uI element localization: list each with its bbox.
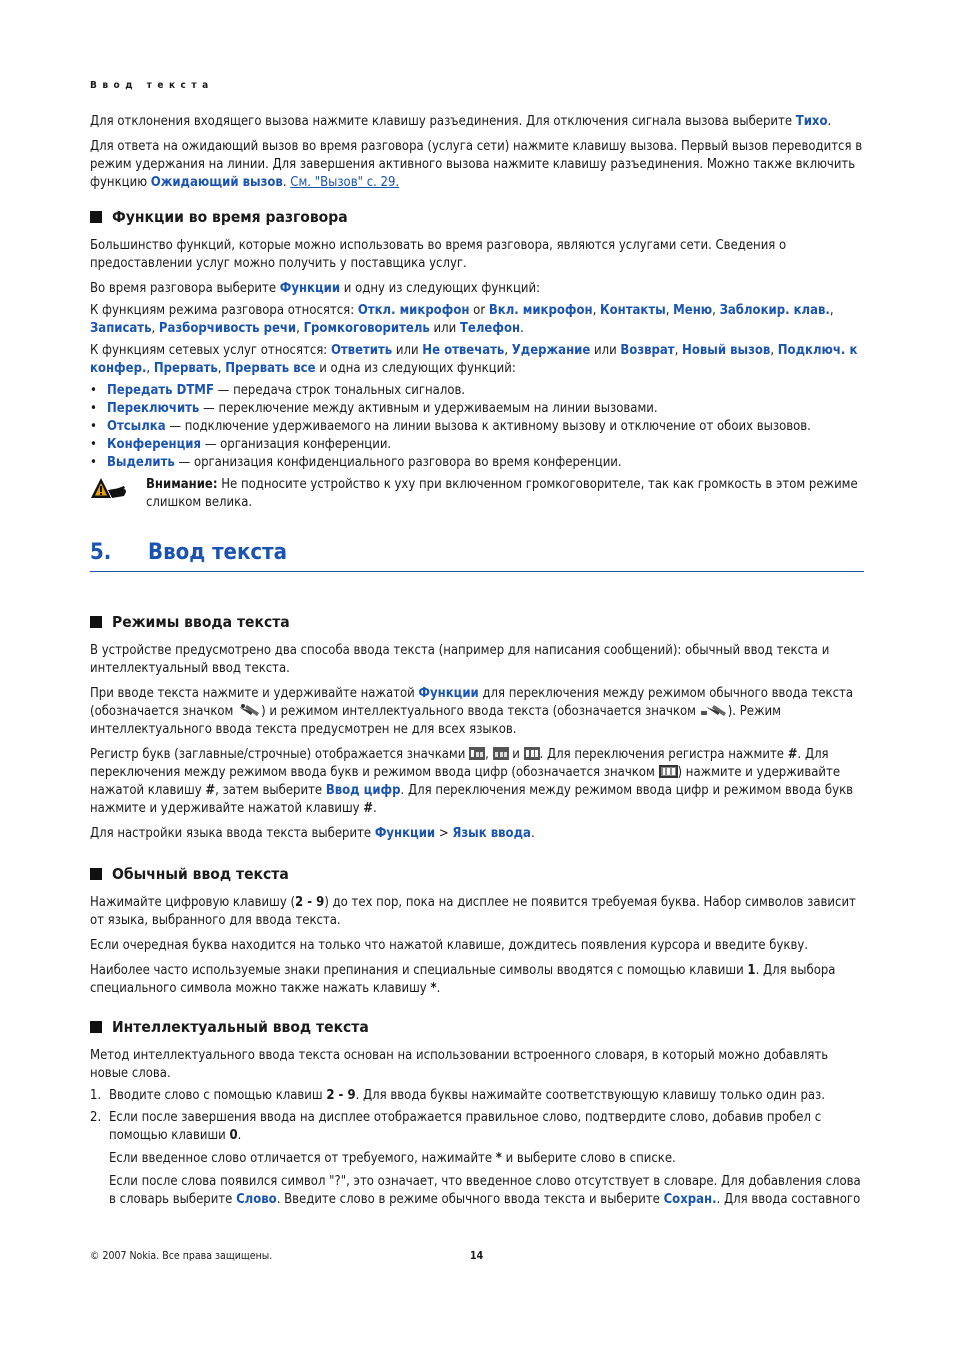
separator-text: или [392,343,423,358]
paragraph: Если очередная буква находится на только что нажатой клавише, дождитесь появления курсора и введите букву. [90,938,809,953]
paragraph: Нажимайте цифровую клавишу (2 - 9) до тех пор, пока на дисплее не появится требуемая буква. Набор символов зависит от языка, выбранного для ввода текста. [90,895,856,928]
chapter-number: 5. [90,540,112,565]
menu-option: Новый вызов [682,343,771,358]
separator-text: , [665,303,674,318]
paragraph: Во время разговора выберите Функции и одну из следующих функций: [90,281,541,296]
list-item: • Переключить — переключение между активным и удерживаемым на линии вызовами. [90,400,864,418]
paragraph: Для ответа на ожидающий вызов во время разговора (услуга сети) нажмите клавишу вызова. Первый вызов переводится в режим удержания на линии. Для завершения активного вызова нажмите клавишу разъединения. Можно также включить функцию Ожидающий вызов. См. "Вызов" с. 29. [90,139,863,190]
section-heading: Обычный ввод текста [90,864,864,884]
steps-list [90,1087,864,1209]
menu-option: Громкоговоритель [303,321,430,336]
menu-option: Вкл. микрофон [488,303,593,318]
paragraph-network-functions: К функциям сетевых услуг относятся: Ответить или Не отвечать, Удержание или Возврат, Новый вызов, Подключ. к конфер., Прервать, Прервать все и одна из следующих функций: [90,343,858,376]
menu-option: Возврат [620,343,675,358]
heading-square-icon [90,616,102,628]
separator-text: , [217,361,226,376]
menu-option: Прервать все [225,361,316,376]
uppercase-icon [524,747,540,760]
separator-text: . [520,321,524,336]
paragraph: Регистр букв (заглавные/строчные) отображается значками , и . Для переключения регистра нажмите #. Для переключения между режимом ввода букв и режимом ввода цифр (обозначается значком ) нажмите и удерживайте нажатой клавишу #, затем выберите Ввод цифр. Для переключения между режимом ввода цифр и режимом ввода букв нажмите и удерживайте нажатой клавишу #. [90,747,854,816]
separator-text: , [829,303,834,318]
list-item: • Отсылка — подключение удерживаемого на линии вызова к активному вызову и отключение от обоих вызовов. [90,418,864,436]
option-tiho: Тихо [795,114,828,129]
menu-option: Меню [673,303,713,318]
section-heading: Режимы ввода текста [90,612,864,632]
normal-input-icon [237,703,261,717]
paragraph: Для отклонения входящего вызова нажмите клавишу разъединения. Для отключения сигнала вызова выберите Тихо. [90,114,832,129]
separator-text: или [590,343,621,358]
list-item: 2. Если после завершения ввода на дисплее отображается правильное слово, подтвердите слово, добавив пробел с помощью клавиши 0. Если введенное слово отличается от требуемого, нажимайте * и выберите слово в списке. Если после слова появился символ "?", это означает, что введенное слово отсутствует в словаре. Для добавления слова в словарь выберите Слово. Введите слово в режиме обычного ввода текста и выберите Сохран.. Для ввода составного [90,1109,864,1209]
separator-text: or [469,303,489,318]
separator-text: , [712,303,720,318]
page-number: 14 [470,1250,484,1262]
function-list [90,382,864,472]
menu-option: Контакты [600,303,666,318]
numeric-mode-icon [659,765,678,778]
warning-note: Внимание: Не подносите устройство к уху при включенном громкоговорителе, так как громкость в этом режиме слишком велика. [90,476,864,512]
menu-option: Откл. микрофон [357,303,470,318]
chapter-title: Ввод текста [148,540,287,565]
section-heading: Функции во время разговора [90,207,864,227]
section-predictive-input [90,1017,864,1209]
section-heading: Интеллектуальный ввод текста [90,1017,864,1037]
list-item: 1. Вводите слово с помощью клавиш 2 - 9. Для ввода буквы нажимайте соответствующую клавишу только один раз. [90,1088,825,1103]
menu-option: Ответить [330,343,393,358]
menu-option: Разборчивость речи [158,321,297,336]
lowercase-icon [493,747,509,760]
separator-text: , [296,321,304,336]
list-item: • Передать DTMF — передача строк тональных сигналов. [90,382,864,400]
menu-option: Подключ. к конфер. [90,343,858,376]
paragraph: При вводе текста нажмите и удерживайте нажатой Функции для переключения между режимом обычного ввода текста (обозначается значком ) и режимом интеллектуального ввода текста (обозначается значком ). Режим интеллектуального ввода текста предусмотрен не для всех языков. [90,686,853,737]
warning-hand-icon [90,476,128,502]
running-header: Ввод текста [90,80,214,91]
paragraph: Если после слова появился символ "?", это означает, что введенное слово отсутствует в словаре. Для добавления слова в словарь выберите Слово. Введите слово в режиме обычного ввода текста и выберите Сохран.. Для ввода составного [109,1174,861,1207]
paragraph: Большинство функций, которые можно использовать во время разговора, являются услугами сети. Сведения о предоставлении услуг можно получить у поставщика услуг. [90,238,787,271]
heading-square-icon [90,1021,102,1033]
menu-option: Записать [90,321,152,336]
separator-text: или [429,321,460,336]
cross-reference-link[interactable]: См. "Вызов" с. 29. [290,175,400,190]
separator-text: , [770,343,778,358]
separator-text: , [592,303,601,318]
chapter-heading [90,540,864,572]
section-call-functions [90,207,864,512]
paragraph: Наиболее часто используемые знаки препинания и специальные символы вводятся с помощью клавиши 1. Для выбора специального символа можно также нажать клавишу *. [90,963,836,996]
list-item: • Конференция — организация конференции. [90,436,864,454]
separator-text: , [674,343,683,358]
option-waiting-call: Ожидающий вызов [150,175,283,190]
menu-option: Заблокир. клав. [719,303,830,318]
separator-text: , [151,321,159,336]
paragraph-call-mode-functions: К функциям режима разговора относятся: Откл. микрофон or Вкл. микрофон, Контакты, Меню, Заблокир. клав., Записать, Разборчивость речи, Громкоговоритель или Телефон. [90,303,834,336]
footer-copyright: © 2007 Nokia. Все права защищены. [90,1250,273,1262]
section-input-modes [90,612,864,843]
separator-text: , [146,361,154,376]
menu-option: Удержание [511,343,591,358]
menu-option: Не отвечать [422,343,505,358]
section-normal-input [90,864,864,998]
heading-square-icon [90,868,102,880]
menu-option: Прервать [153,361,218,376]
paragraph: В устройстве предусмотрено два способа ввода текста (например для написания сообщений): обычный ввод текста и интеллектуальный ввод текста. [90,643,830,676]
paragraph: Если введенное слово отличается от требуемого, нажимайте * и выберите слово в списке. [109,1151,676,1166]
paragraph: Для настройки языка ввода текста выберите Функции > Язык ввода. [90,826,535,841]
intro-block [90,113,864,192]
separator-text: и одна из следующих функций: [315,361,516,376]
separator-text: , [504,343,512,358]
list-item: • Выделить — организация конфиденциального разговора во время конференции. [90,454,864,472]
heading-square-icon [90,211,102,223]
menu-option: Телефон [459,321,521,336]
paragraph: Метод интеллектуального ввода текста основан на использовании встроенного словаря, в который можно добавлять новые слова. [90,1048,829,1081]
uppercase-first-icon [469,747,485,760]
predictive-input-icon [700,703,728,717]
